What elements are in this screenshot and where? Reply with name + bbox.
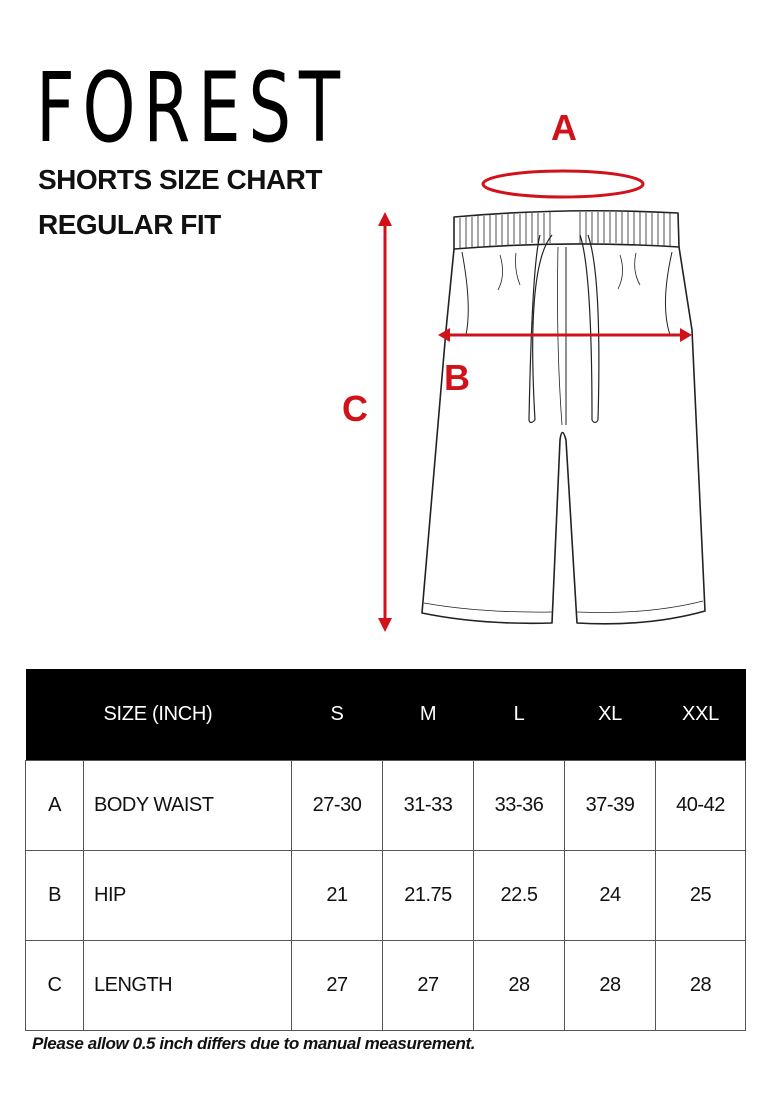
cell-value: 25 [656,851,746,941]
header-size-xxl: XXL [656,669,746,761]
waist-measure-ellipse [483,171,643,197]
cell-value: 37-39 [565,761,656,851]
shorts-outline [422,211,705,624]
cell-value: 40-42 [656,761,746,851]
cell-value: 31-33 [383,761,474,851]
brand-logo: FOREST [36,52,348,164]
cell-value: 21.75 [383,851,474,941]
cell-value: 27 [292,941,383,1031]
table-header-row [26,669,746,761]
chart-title: SHORTS SIZE CHART [38,164,322,195]
table-row [26,941,746,1031]
measurement-footnote: Please allow 0.5 inch differs due to manual measurement. [32,1034,476,1053]
size-table [25,669,746,1031]
cell-value: 24 [565,851,656,941]
cell-value: 28 [656,941,746,1031]
fit-label: REGULAR FIT [38,209,221,240]
table-row [26,761,746,851]
header-size-l: L [474,669,565,761]
header-size-label: SIZE (INCH) [84,669,292,761]
label-b: B [444,357,470,398]
cell-value: 33-36 [474,761,565,851]
header-size-m: M [383,669,474,761]
header-size-xl: XL [565,669,656,761]
length-measure-arrow [378,212,392,632]
row-measure-name: BODY WAIST [84,761,292,851]
cell-value: 28 [474,941,565,1031]
row-code: C [26,941,84,1031]
shorts-diagram [330,95,750,645]
label-c: C [342,388,368,429]
header-code [26,669,84,761]
cell-value: 21 [292,851,383,941]
row-code: B [26,851,84,941]
label-a: A [551,107,577,148]
row-measure-name: LENGTH [84,941,292,1031]
cell-value: 28 [565,941,656,1031]
hip-measure-arrow [438,328,692,342]
header-size-s: S [292,669,383,761]
table-row [26,851,746,941]
row-code: A [26,761,84,851]
cell-value: 27 [383,941,474,1031]
row-measure-name: HIP [84,851,292,941]
cell-value: 22.5 [474,851,565,941]
cell-value: 27-30 [292,761,383,851]
